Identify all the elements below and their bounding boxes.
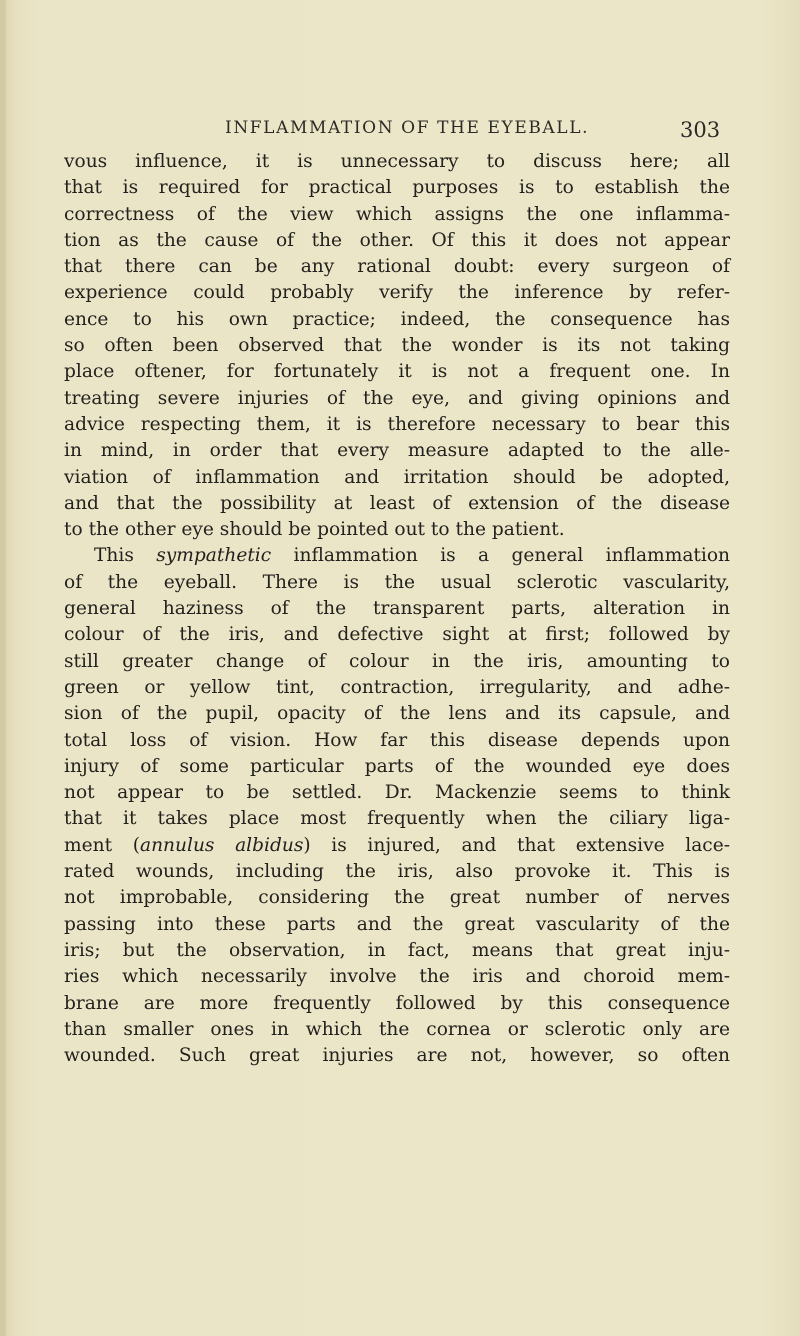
text-line: total loss of vision. How far this disease depends upon [64, 729, 730, 751]
running-head [225, 118, 725, 148]
running-head-title: INFLAMMATION OF THE EYEBALL. [225, 118, 590, 138]
text-line: and that the possibility at least of extension of the disease [64, 492, 730, 514]
text-line: in mind, in order that every measure adapted to the alle- [64, 440, 730, 462]
text-line: sion of the pupil, opacity of the lens and its capsule, and [64, 703, 730, 725]
text-line: This sympathetic inflammation is a general inflammation [94, 545, 730, 567]
text-line: experience could probably verify the inference by refer- [64, 282, 730, 304]
text-line: advice respecting them, it is therefore necessary to bear this [64, 413, 730, 435]
text-line: ries which necessarily involve the iris and choroid mem- [64, 966, 730, 988]
text-line: general haziness of the transparent parts, alteration in [64, 598, 730, 620]
text-line: that there can be any rational doubt: every surgeon of [64, 256, 730, 278]
text-line: passing into these parts and the great vascularity of the [64, 913, 730, 935]
text-line: still greater change of colour in the iris, amounting to [64, 650, 730, 672]
page-binding-edge [0, 0, 6, 1336]
body-text [64, 149, 730, 1069]
text-line: of the eyeball. There is the usual sclerotic vascularity, [64, 571, 730, 593]
italic-term: annulus albidus [139, 834, 304, 856]
text-line: ence to his own practice; indeed, the consequence has [64, 308, 730, 330]
text-line: brane are more frequently followed by this consequence [64, 992, 730, 1014]
text-line: that is required for practical purposes is to establish the [64, 177, 730, 199]
text-line: ment (annulus albidus) is injured, and that extensive lace- [64, 834, 730, 856]
text-line: iris; but the observation, in fact, means that great inju- [64, 939, 730, 961]
text-line: to the other eye should be pointed out to the patient. [64, 519, 565, 541]
text-line: rated wounds, including the iris, also provoke it. This is [64, 861, 730, 883]
text-line: than smaller ones in which the cornea or sclerotic only are [64, 1018, 730, 1040]
text-line: not improbable, considering the great number of nerves [64, 887, 730, 909]
text-line: tion as the cause of the other. Of this it does not appear [64, 229, 730, 251]
italic-term: sympathetic [156, 545, 272, 567]
text-line: injury of some particular parts of the wounded eye does [64, 755, 730, 777]
text-line: viation of inflammation and irritation should be adopted, [64, 466, 730, 488]
text-line: correctness of the view which assigns the one inflamma- [64, 203, 730, 225]
text-line: not appear to be settled. Dr. Mackenzie seems to think [64, 782, 730, 804]
text-line: wounded. Such great injuries are not, however, so often [64, 1045, 730, 1067]
text-line: that it takes place most frequently when the ciliary liga- [64, 808, 730, 830]
text-line: vous influence, it is unnecessary to discuss here; all [64, 151, 730, 172]
text-line: place oftener, for fortunately it is not a frequent one. In [64, 361, 730, 383]
page-number: 303 [680, 118, 721, 142]
text-line: colour of the iris, and defective sight at first; followed by [64, 624, 730, 646]
text-line: treating severe injuries of the eye, and giving opinions and [64, 387, 730, 409]
text-line: so often been observed that the wonder is its not taking [64, 335, 730, 357]
text-line: green or yellow tint, contraction, irregularity, and adhe- [64, 676, 730, 698]
